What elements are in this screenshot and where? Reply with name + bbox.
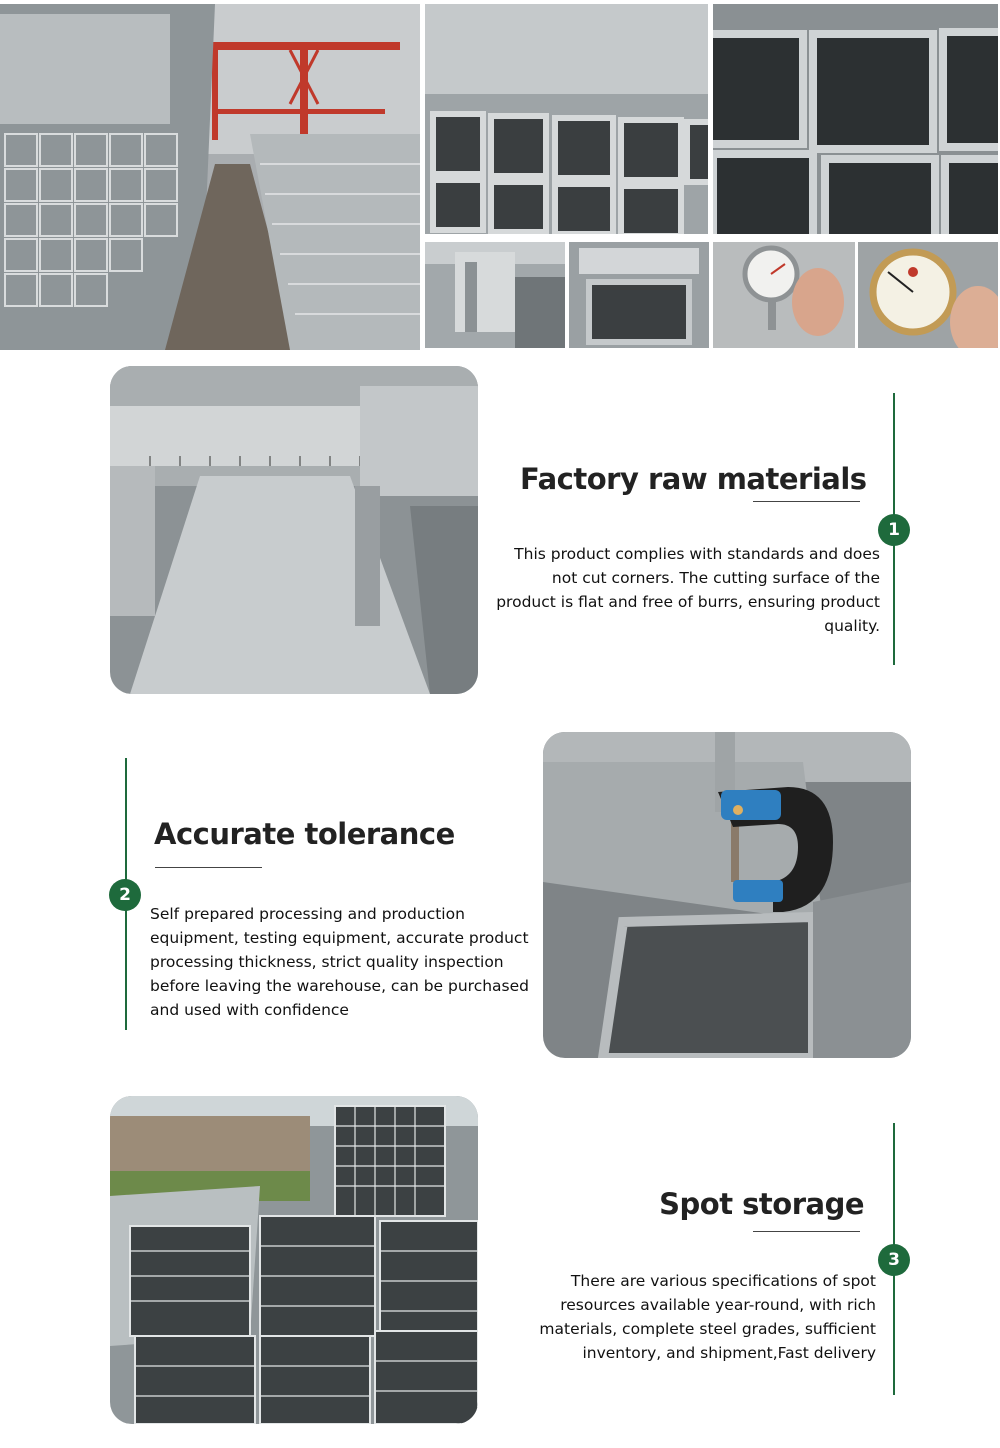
section-2-number-badge: 2 (109, 879, 141, 911)
caliper-measurement-photo (110, 366, 478, 694)
spot-storage-stack-photo (110, 1096, 478, 1424)
warehouse-yard-photo (0, 4, 420, 350)
section-2-description: Self prepared processing and production equipment, testing equipment, accurate product processing thickness, strict quality inspection before leaving the warehouse, can be purchased and used with confidence (150, 905, 529, 1019)
section-3-title: Spot storage (659, 1187, 864, 1221)
section-1-number-badge: 1 (878, 514, 910, 546)
section-1-description: This product complies with standards and does not cut corners. The cutting surface of the product is flat and free of burrs, ensuring product quality. (496, 545, 880, 635)
caliper-photo-2 (569, 242, 709, 348)
section-1-title: Factory raw materials (520, 462, 867, 496)
dial-gauge-photo-1 (713, 242, 855, 348)
section-3-title-underline (753, 1231, 860, 1232)
section-2-title-underline (155, 867, 262, 868)
caliper-photo-1 (425, 242, 565, 348)
section-1-title-underline (753, 501, 860, 502)
tube-closeup-photo (713, 4, 998, 234)
dial-gauge-photo-2 (858, 242, 998, 348)
micrometer-measurement-photo (543, 732, 911, 1058)
section-3-number-badge: 3 (878, 1244, 910, 1276)
square-tube-ends-photo (425, 4, 708, 234)
section-2-title: Accurate tolerance (154, 817, 455, 851)
section-3-description: There are various specifications of spot resources available year-round, with rich materials, complete steel grades, sufficient inventory, and shipment,Fast delivery (539, 1272, 876, 1362)
